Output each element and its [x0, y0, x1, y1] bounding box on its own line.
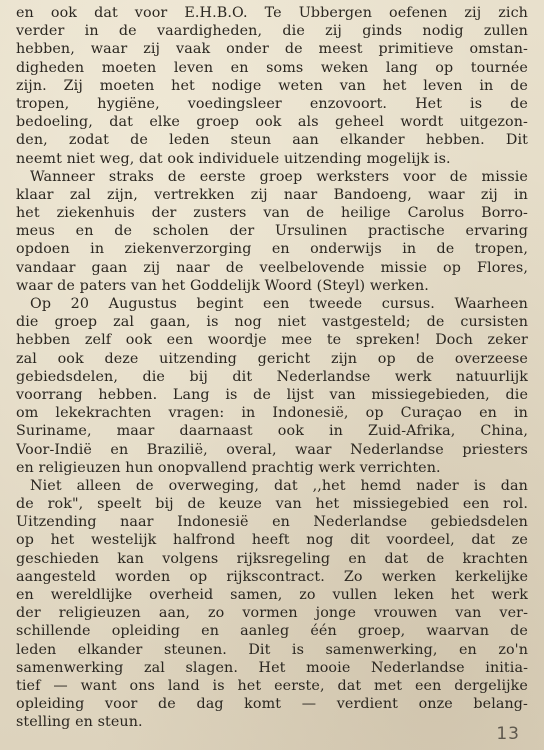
- text-line: Wanneer straks de eerste groep werksters voor de missie: [30, 168, 528, 185]
- text-line: zijn. Zij moeten het nodige weten van het leven in de: [16, 77, 528, 94]
- text-line: tropen, hygiëne, voedingsleer enzovoort. Het is de: [16, 95, 528, 112]
- body-text: [16, 4, 528, 732]
- text-line: hebben zelf ook een woordje mee te spreken! Doch zeker: [16, 332, 528, 349]
- text-line: de rok", speelt bij de keuze van het missiegebied een rol.: [16, 496, 528, 513]
- paragraph: [16, 168, 528, 295]
- text-line: vandaar gaan zij naar de veelbelovende missie op Flores,: [16, 259, 528, 276]
- text-line: en ook dat voor E.H.B.O. Te Ubbergen oefenen zij zich: [16, 5, 528, 21]
- text-line: die groep zal gaan, is nog niet vastgesteld; de cursisten: [16, 314, 528, 331]
- paragraph: [16, 4, 528, 168]
- paragraph: [16, 295, 528, 477]
- text-line: verder in de vaardigheden, die zij ginds nodig zullen: [16, 23, 528, 40]
- text-line: hebben, waar zij vaak onder de meest primitieve omstan-: [16, 41, 528, 58]
- text-line: stelling en steun.: [16, 714, 143, 731]
- text-line: klaar zal zijn, vertrekken zij naar Bandoeng, waar zij in: [16, 186, 528, 203]
- text-line: neemt niet weg, dat ook individuele uitzending mogelijk is.: [16, 150, 451, 167]
- text-line: Voor-Indië en Brazilië, overal, waar Nederlandse priesters: [16, 441, 528, 458]
- text-line: meus en de scholen der Ursulinen practische ervaring: [16, 223, 528, 240]
- text-line: Op 20 Augustus begint een tweede cursus. Waarheen: [30, 296, 528, 312]
- text-line: geschieden kan volgens rijksregeling en dat de krachten: [16, 550, 528, 567]
- text-line: voorrang hebben. Lang is de lijst van missiegebieden, die: [16, 386, 528, 403]
- text-line: Uitzending naar Indonesië en Nederlandse gebiedsdelen: [16, 514, 528, 531]
- text-line: den, zodat de leden steun aan elkander hebben. Dit: [16, 132, 528, 149]
- text-line: op het westelijk halfrond heeft nog dit voordeel, dat ze: [16, 532, 528, 549]
- text-line: waar de paters van het Goddelijk Woord (Steyl) werken.: [16, 277, 429, 294]
- text-line: aangesteld worden op rijkscontract. Zo werken kerkelijke: [16, 568, 528, 585]
- text-line: Suriname, maar daarnaast ook in Zuid-Afrika, China,: [16, 423, 528, 440]
- text-line: opleiding voor de dag komt — verdient onze belang-: [16, 696, 528, 713]
- text-line: digheden moeten leven en soms weken lang op tournée: [16, 59, 528, 76]
- text-line: en religieuzen hun onopvallend prachtig werk verrichten.: [16, 459, 441, 476]
- text-line: gebiedsdelen, die bij dit Nederlandse werk natuurlijk: [16, 368, 528, 385]
- text-line: samenwerking zal slagen. Het mooie Nederlandse initia-: [16, 659, 528, 676]
- text-line: tief — want ons land is het eerste, dat met een dergelijke: [16, 677, 528, 694]
- text-line: om lekekrachten vragen: in Indonesië, op Curaçao en in: [16, 405, 528, 422]
- paragraph: [16, 477, 528, 732]
- text-line: schillende opleiding en aanleg één groep, waarvan de: [16, 623, 528, 640]
- text-line: leden elkander steunen. Dit is samenwerking, en zo'n: [16, 641, 528, 658]
- text-line: het ziekenhuis der zusters van de heilige Carolus Borro-: [16, 205, 528, 222]
- text-line: bedoeling, dat elke groep ook als geheel wordt uitgezon-: [16, 114, 528, 131]
- text-line: zal ook deze uitzending gericht zijn op de overzeese: [16, 350, 528, 367]
- text-line: en wereldlijke overheid samen, zo vullen leken het werk: [16, 587, 528, 603]
- text-line: der religieuzen aan, zo vormen jonge vrouwen van ver-: [16, 605, 528, 622]
- text-line: Niet alleen de overweging, dat ,,het hemd nader is dan: [30, 477, 528, 494]
- page-number: 13: [496, 724, 520, 744]
- text-line: opdoen in ziekenverzorging en onderwijs in de tropen,: [16, 241, 528, 258]
